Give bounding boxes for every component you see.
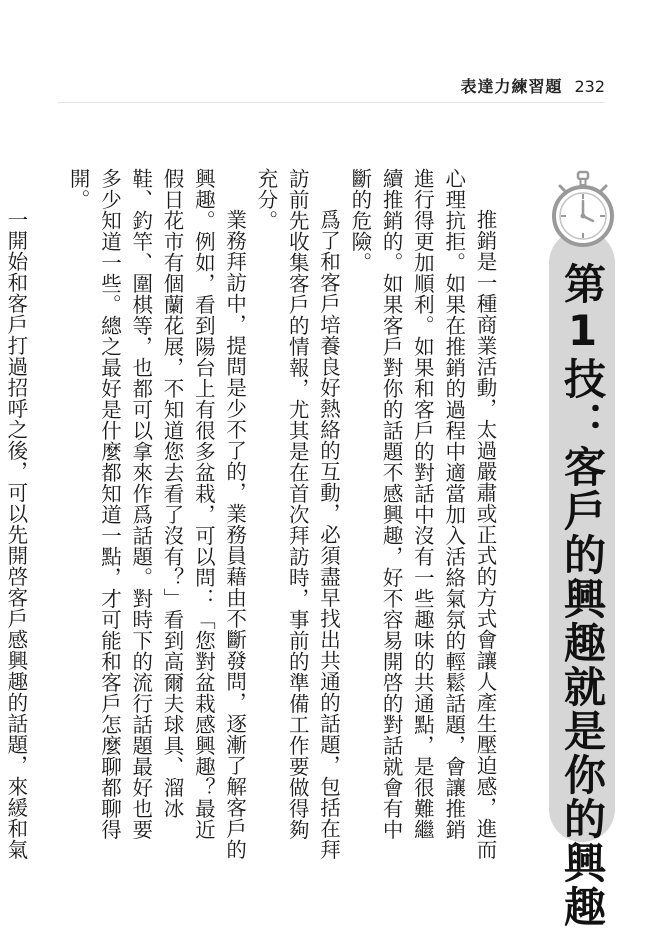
body-text [3,168,500,860]
page-number: 232 [574,77,605,96]
stopwatch-icon [549,170,617,252]
paragraph-3: 業務拜訪中，提問是少不了的，業務員藉由不斷發問，逐漸了解客戶的興趣。例如，看到陽台上有很多盆栽，可以問：「您對盆栽感興趣？最近假日花市有個蘭花展，不知道您去看了沒有？」看到高爾夫球具、溜冰鞋、釣竿、圍棋等，也都可以拿來作爲話題。對時下的流行話題最好也要多少知道一些。總之最好是什麼都知道一點，才可能和客戶怎麼聊都聊得開。 [66,168,247,860]
paragraph-2: 爲了和客戶培養良好熱絡的互動，必須盡早找出共通的話題，包括在拜訪前先收集客戶的情報，尤其是在首次拜訪時，事前的準備工作要做得夠充分。 [253,168,341,860]
header-divider [58,102,605,103]
running-header [460,74,605,97]
header-title: 表達力練習題 [460,77,563,96]
paragraph-4: 一開始和客戶打過招呼之後，可以先開啓客戶感興趣的話題，來緩和氣 [3,209,28,860]
chapter-title: 第1技：客戶的興趣就是你的興趣 [558,262,607,929]
paragraph-1: 推銷是一種商業活動，太過嚴肅或正式的方式會讓人產生壓迫感，進而心理抗拒。如果在推銷的過程中適當加入活絡氣氛的輕鬆話題，會讓推銷進行得更加順利。如果和客戶的對話中沒有一些趣味的共通點，是很難繼續推銷的。如果客戶對你的話題不感興趣，好不容易開啓的對話就會有中斷的危險。 [347,168,497,860]
